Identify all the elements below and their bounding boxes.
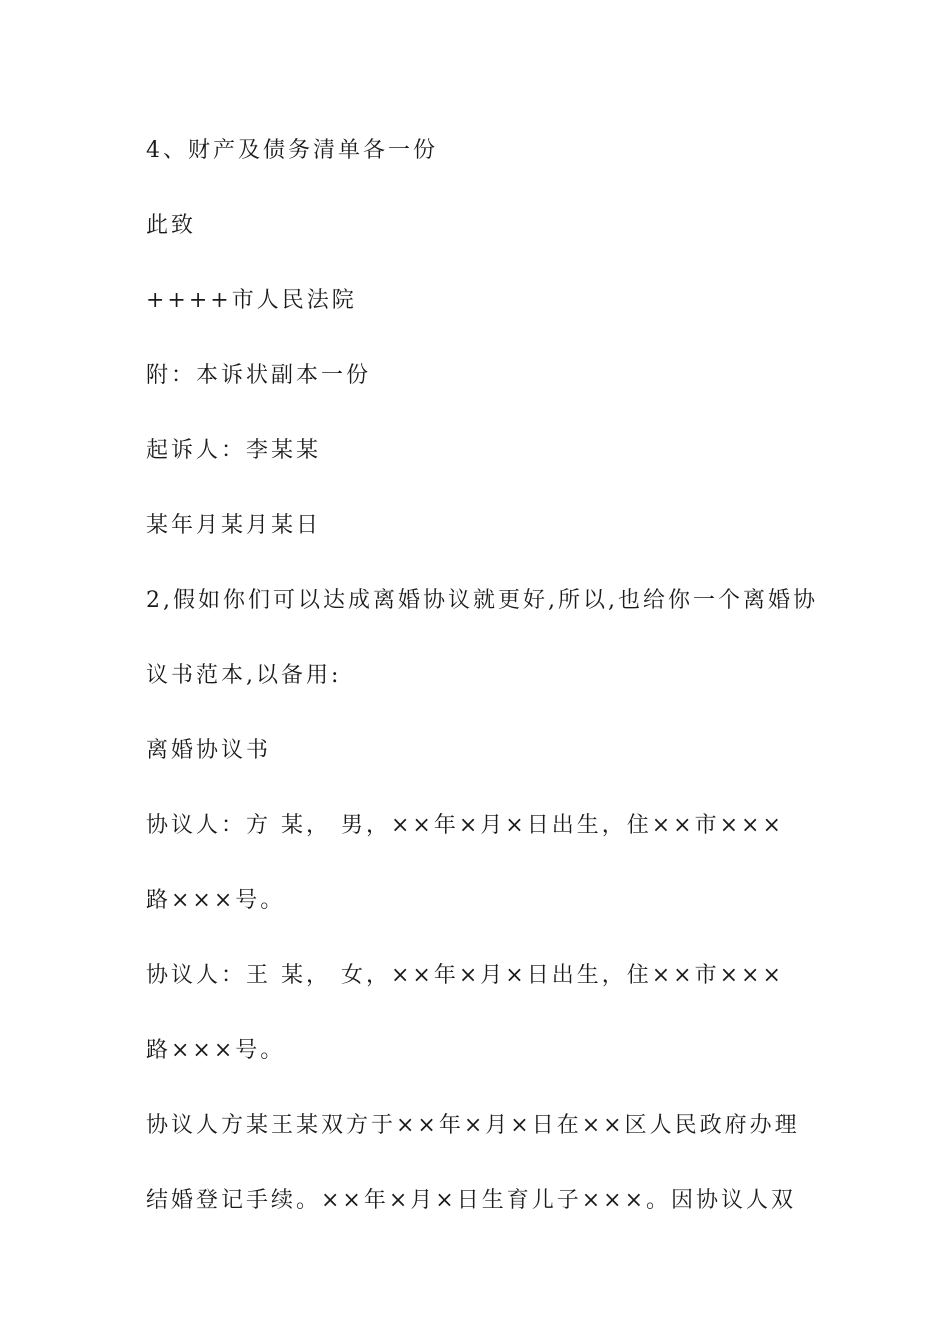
attachment-list-item: 4、财产及债务清单各一份 — [146, 138, 438, 163]
agreement-title-line: 离婚协议书 — [146, 738, 272, 763]
plaintiff-signature-line: 起诉人：李某某 — [146, 438, 322, 463]
party-one-address-line: 路×××号。 — [146, 888, 286, 913]
party-one-line: 协议人：方 某， 男，××年×月×日出生，住××市××× — [146, 813, 784, 838]
date-line: 某年月某月某日 — [146, 513, 322, 538]
court-name-line: ++++市人民法院 — [146, 288, 357, 313]
party-two-line: 协议人：王 某， 女，××年×月×日出生，住××市××× — [146, 963, 784, 988]
agreement-body-line: 协议人方某王某双方于××年×月×日在××区人民政府办理 — [146, 1113, 800, 1138]
attachment-note-line: 附：本诉状副本一份 — [146, 363, 372, 388]
salutation-line: 此致 — [146, 213, 197, 238]
paragraph-line: 议书范本,以备用: — [146, 663, 342, 688]
agreement-body-line: 结婚登记手续。××年×月×日生育儿子×××。因协议人双 — [146, 1188, 797, 1213]
party-two-address-line: 路×××号。 — [146, 1038, 286, 1063]
paragraph-line: 2,假如你们可以达成离婚协议就更好,所以,也给你一个离婚协 — [146, 588, 818, 613]
